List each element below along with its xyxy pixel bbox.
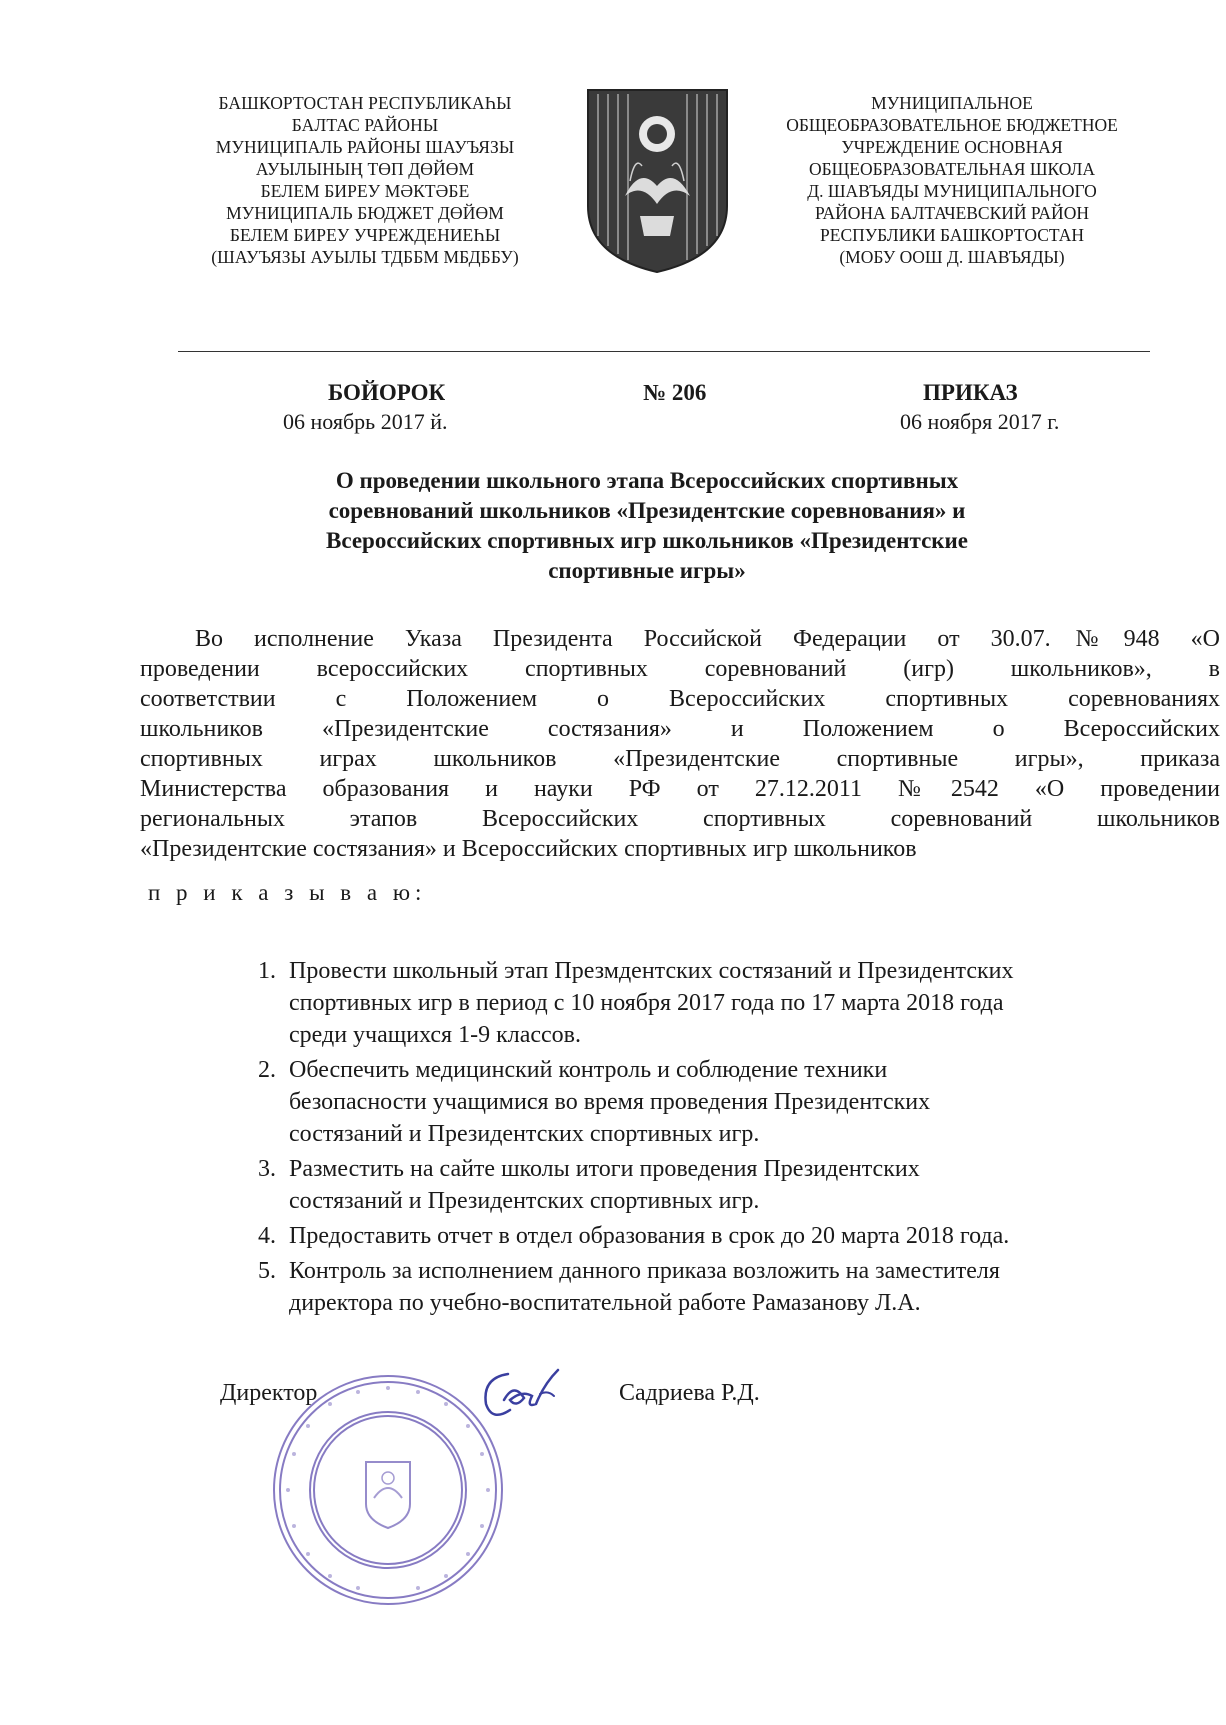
preamble-line: спортивных играх школьников «Президентские спортивные игры», приказа — [140, 746, 1220, 772]
preamble-line: проведении всероссийских спортивных соревнований (игр) школьников», в — [140, 656, 1220, 682]
signatory-role: Директор — [220, 1380, 318, 1406]
order-item-line: спортивных игр в период с 10 ноября 2017 года по 17 марта 2018 года — [289, 990, 1004, 1016]
header-left-line: БЕЛЕМ БИРЕУ МӘКТӘБЕ — [260, 181, 470, 201]
order-item-line: состязаний и Президентских спортивных игр. — [289, 1188, 760, 1214]
order-items-list — [258, 955, 1178, 1322]
header-left-line: БАЛТАС РАЙОНЫ — [291, 115, 439, 135]
header-left-block — [165, 92, 565, 268]
header-left-line: МУНИЦИПАЛЬ РАЙОНЫ ШАУЪЯЗЫ — [215, 137, 515, 157]
header-right-line: РАЙОНА БАЛТАЧЕВСКИЙ РАЙОН — [815, 203, 1089, 223]
order-item — [258, 955, 1178, 1051]
header-right-line: ОБЩЕОБРАЗОВАТЕЛЬНОЕ БЮДЖЕТНОЕ — [786, 115, 1118, 135]
header-left-line: БЕЛЕМ БИРЕУ УЧРЕЖДЕНИЕҺЫ — [229, 225, 501, 245]
header-right-line: Д. ШАВЪЯДЫ МУНИЦИПАЛЬНОГО — [807, 181, 1097, 201]
header-right-line: ОБЩЕОБРАЗОВАТЕЛЬНАЯ ШКОЛА — [808, 159, 1096, 179]
header-left-line: МУНИЦИПАЛЬ БЮДЖЕТ ДӨЙӨМ — [226, 203, 504, 223]
preamble-line: Во исполнение Указа Президента Российской Федерации от 30.07.№948 «О — [195, 626, 1220, 652]
order-item-line: Контроль за исполнением данного приказа возложить на заместителя — [289, 1258, 1000, 1284]
order-item-line: безопасности учащимися во время проведения Президентских — [289, 1089, 931, 1115]
order-title-russian: ПРИКАЗ — [923, 380, 1018, 405]
order-item-line: Разместить на сайте школы итоги проведения Президентских — [289, 1156, 920, 1182]
order-number: № 206 — [643, 380, 707, 405]
order-item — [258, 1153, 1178, 1217]
order-item-line: среди учащихся 1-9 классов. — [289, 1022, 582, 1048]
order-subject — [262, 466, 1032, 586]
order-title-bashkir: БОЙОРОК — [328, 380, 446, 405]
header-right-block — [752, 92, 1152, 268]
order-item-line: Предоставить отчет в отдел образования в срок до 20 марта 2018 года. — [289, 1223, 1010, 1249]
subject-line: спортивные игры» — [548, 558, 746, 583]
order-date-russian: 06 ноября 2017 г. — [900, 409, 1060, 434]
order-item-number: 5. — [258, 1258, 276, 1284]
preamble-line: «Президентские состязания» и Всероссийских спортивных игр школьников — [140, 836, 917, 862]
order-item — [258, 1255, 1178, 1319]
header-right-line: УЧРЕЖДЕНИЕ ОСНОВНАЯ — [841, 137, 1063, 157]
order-item — [258, 1220, 1178, 1252]
header-right-line: МУНИЦИПАЛЬНОЕ — [871, 93, 1033, 113]
preamble-line: соответствии с Положением о Всероссийских спортивных соревнованиях — [140, 686, 1220, 712]
order-date-bashkir: 06 ноябрь 2017 й. — [283, 409, 448, 434]
order-item-number: 2. — [258, 1057, 276, 1083]
header-left-line: АУЫЛЫНЫҢ ТӨП ДӨЙӨМ — [255, 159, 475, 179]
subject-line: соревнований школьников «Президентские соревнования» и — [328, 498, 966, 523]
order-item-line: Провести школьный этап Презмдентских состязаний и Президентских — [289, 958, 1014, 984]
order-item-line: Обеспечить медицинский контроль и соблюдение техники — [289, 1057, 888, 1083]
subject-line: О проведении школьного этапа Всероссийских спортивных — [335, 468, 959, 493]
preamble-line: школьников «Президентские состязания» и Положением о Всероссийских — [140, 716, 1220, 742]
order-item-line: директора по учебно-воспитательной работе Рамазанову Л.А. — [289, 1290, 921, 1316]
order-item-number: 3. — [258, 1156, 276, 1182]
header-left-line: (ШАУЪЯЗЫ АУЫЛЫ ТДББМ МБДББУ) — [211, 247, 519, 267]
handwritten-signature-icon — [470, 1360, 570, 1430]
preamble-paragraph — [140, 624, 1220, 864]
header-right-line: (МОБУ ООШ Д. ШАВЪЯДЫ) — [839, 247, 1065, 267]
order-item-number: 4. — [258, 1223, 276, 1249]
preamble-line: региональных этапов Всероссийских спортивных соревнований школьников — [140, 806, 1220, 832]
header-right-line: РЕСПУБЛИКИ БАШКОРТОСТАН — [820, 225, 1084, 245]
preamble-line: Министерства образования и науки РФ от 27.12.2011 №2542 «О проведении — [140, 776, 1220, 802]
order-item-line: состязаний и Президентских спортивных игр. — [289, 1121, 760, 1147]
subject-line: Всероссийских спортивных игр школьников «Президентские — [326, 528, 968, 553]
header-divider — [178, 351, 1150, 352]
signatory-name: Садриева Р.Д. — [619, 1380, 760, 1406]
order-item — [258, 1054, 1178, 1150]
order-item-number: 1. — [258, 958, 276, 984]
order-directive-word: п р и к а з ы в а ю: — [148, 880, 427, 905]
coat-of-arms-icon — [580, 86, 735, 276]
header-left-line: БАШКОРТОСТАН РЕСПУБЛИКАҺЫ — [218, 93, 512, 113]
